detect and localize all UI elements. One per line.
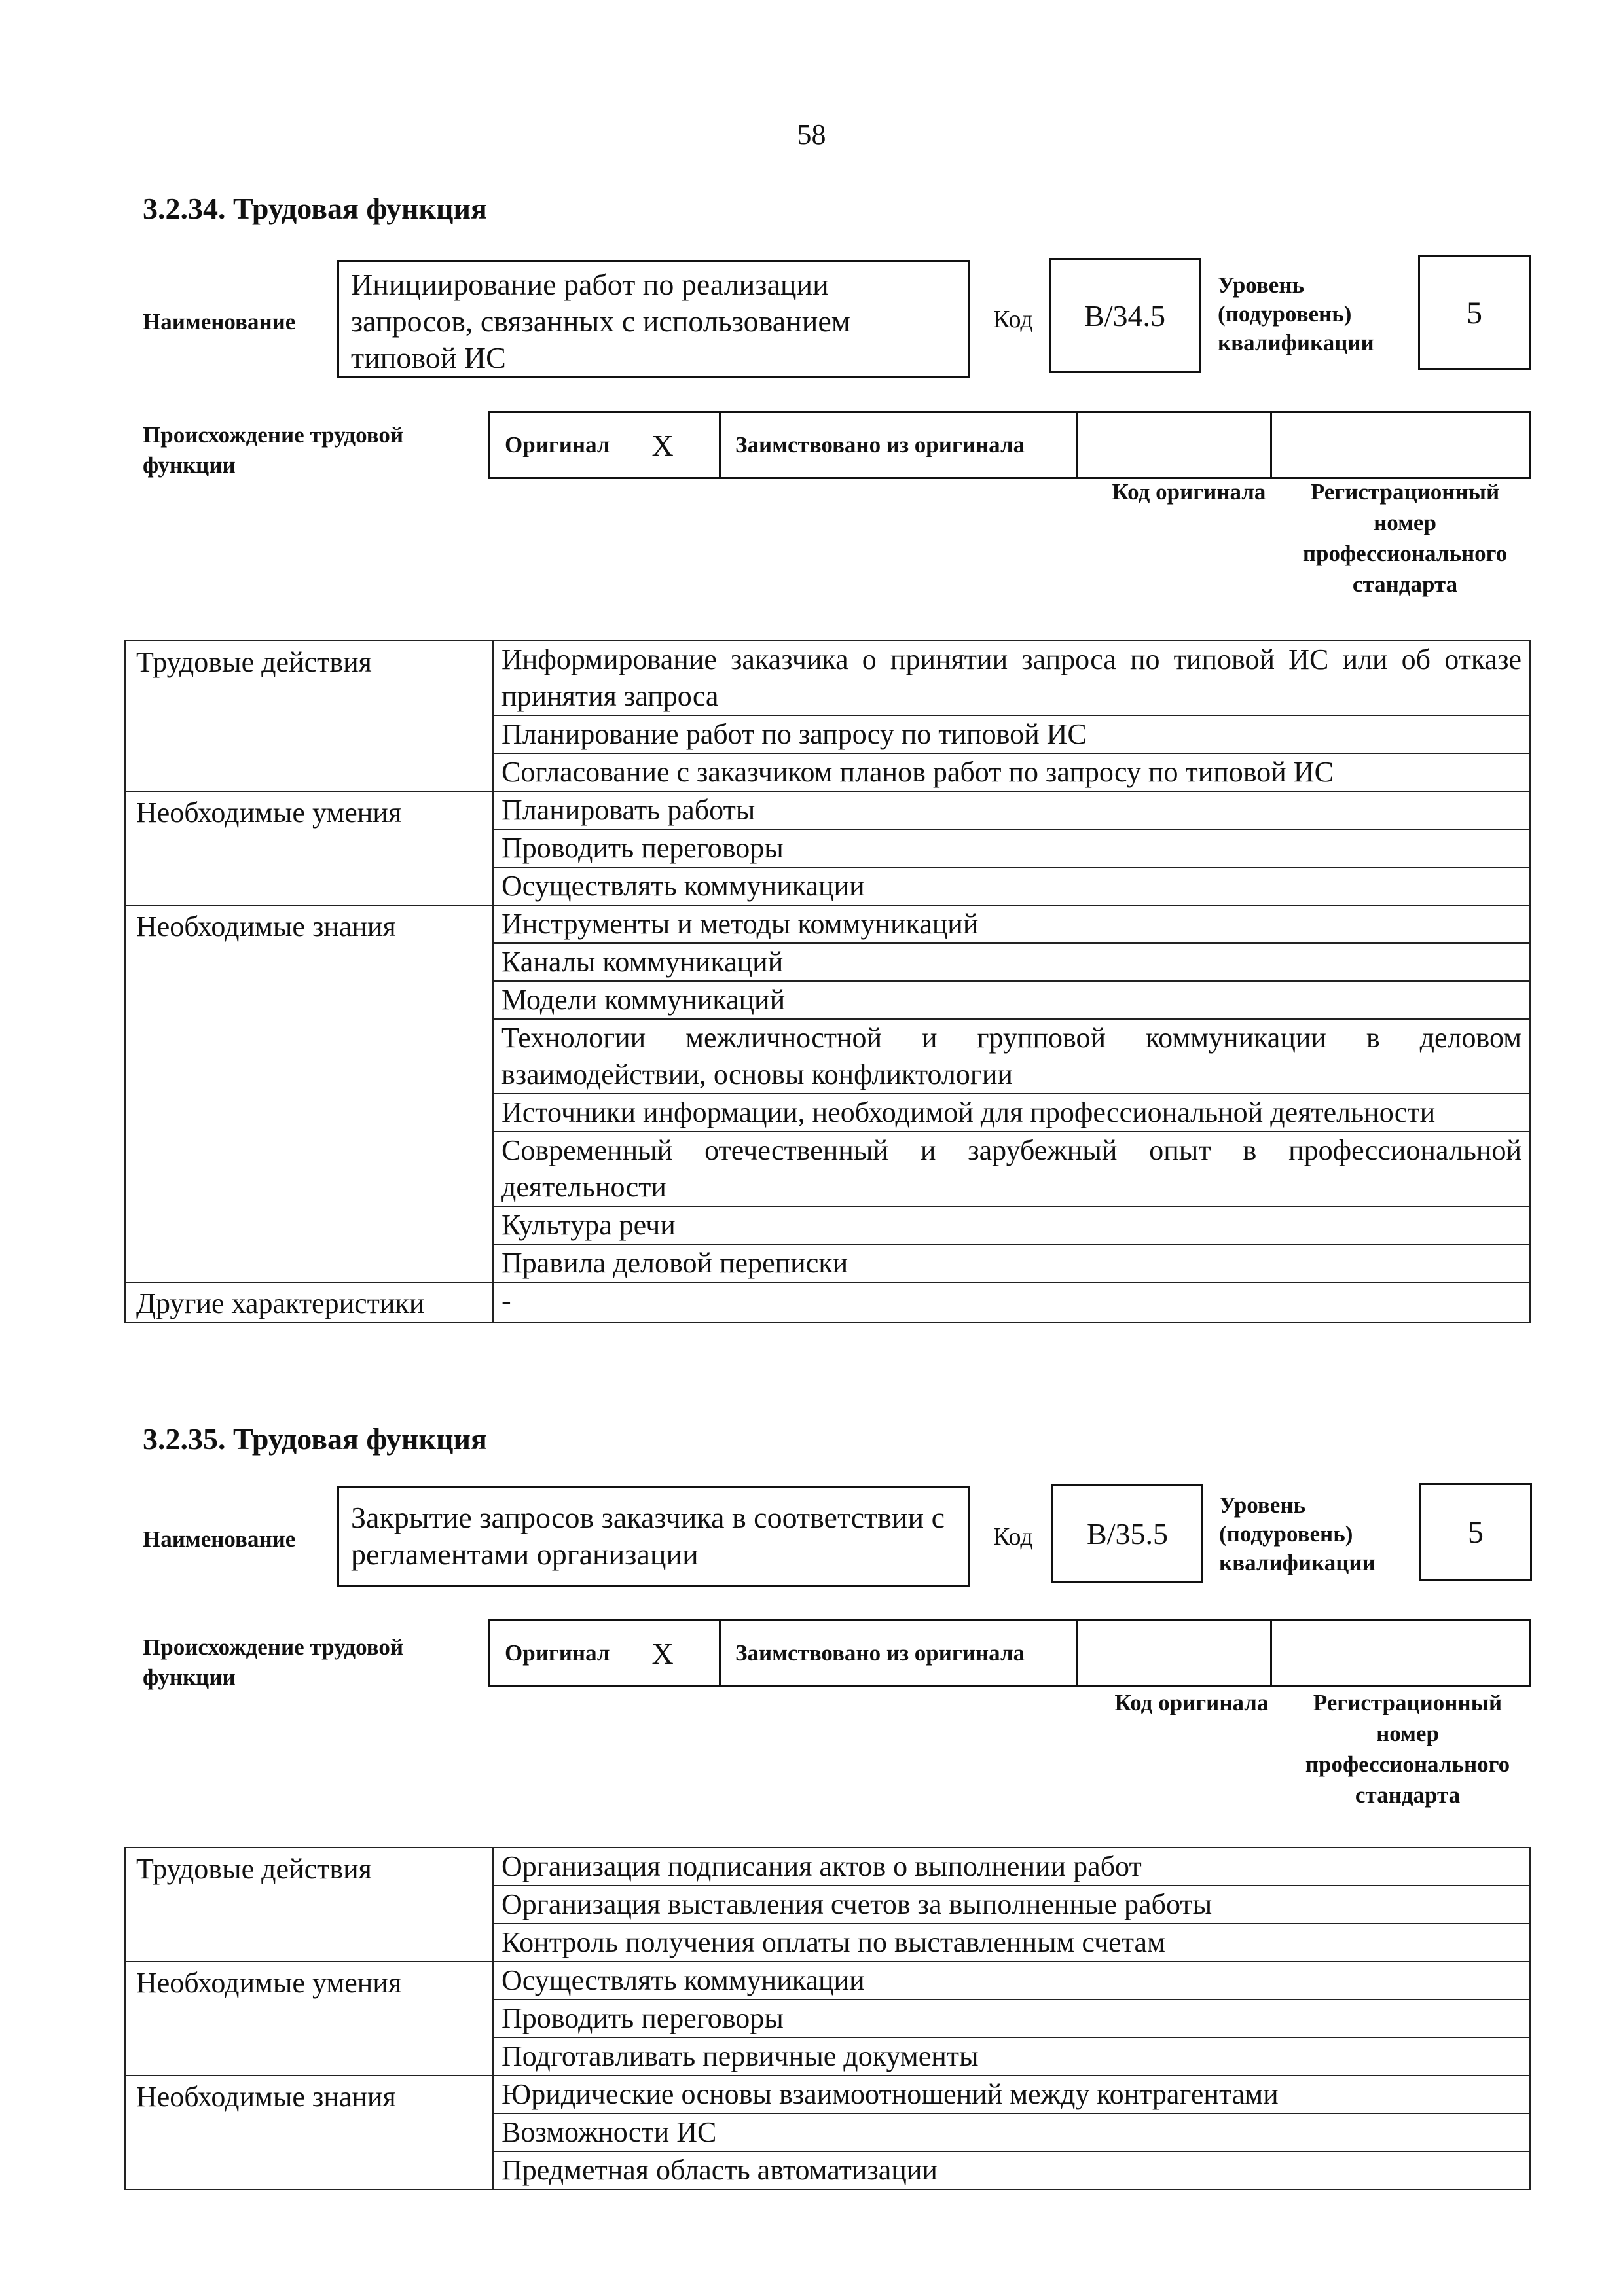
table-cell: Проводить переговоры: [493, 2000, 1530, 2037]
original-code-caption: Код оригинала: [1112, 479, 1266, 505]
table-cell: Информирование заказчика о принятии запроса по типовой ИС или об отказе принятия запроса: [493, 641, 1530, 715]
table-cell: Планирование работ по запросу по типовой ИС: [493, 715, 1530, 753]
category-cell: Необходимые умения: [125, 791, 493, 905]
section-title: 3.2.34. Трудовая функция: [143, 192, 487, 225]
qualification-level-label: Уровень (подуровень) квалификации: [1218, 272, 1374, 355]
origin-label: Происхождение трудовой функции: [143, 422, 404, 478]
table-cell: Культура речи: [493, 1206, 1530, 1244]
function-details-table: [124, 640, 1531, 1323]
table-row: [125, 1282, 1530, 1323]
original-code-cell: [1078, 1621, 1272, 1685]
table-cell: Технологии межличностной и групповой коммуникации в деловом взаимодействии, основы конфликтологии: [493, 1019, 1530, 1094]
category-cell: Необходимые знания: [125, 905, 493, 1282]
function-name-box: Инициирование работ по реализации запросов, связанных с использованием типовой ИС: [337, 260, 970, 378]
registration-number-cell: [1272, 1621, 1529, 1685]
table-cell: Организация выставления счетов за выполненные работы: [493, 1886, 1530, 1924]
page-number: 58: [797, 118, 826, 151]
name-label: Наименование: [143, 1526, 296, 1552]
qualification-level-box: 5: [1418, 255, 1531, 370]
table-cell: Современный отечественный и зарубежный опыт в профессиональной деятельности: [493, 1132, 1530, 1206]
code-label: Код: [993, 306, 1033, 333]
original-label: Оригинал: [505, 1640, 610, 1666]
table-row: [125, 1962, 1530, 2000]
table-row: [125, 791, 1530, 829]
table-cell: Проводить переговоры: [493, 829, 1530, 867]
borrowed-label: Заимствовано из оригинала: [735, 1640, 1025, 1666]
table-cell: Согласование с заказчиком планов работ по запросу по типовой ИС: [493, 753, 1530, 791]
table-cell: Юридические основы взаимоотношений между контрагентами: [493, 2075, 1530, 2113]
function-code-box: B/34.5: [1049, 258, 1201, 373]
table-row: [125, 905, 1530, 943]
category-cell: Другие характеристики: [125, 1282, 493, 1323]
registration-number-cell: [1272, 413, 1529, 477]
table-row: [125, 1848, 1530, 1886]
table-cell: Предметная область автоматизации: [493, 2151, 1530, 2189]
original-mark: X: [651, 1636, 674, 1670]
registration-number-caption: Регистрационный номер профессионального стандарта: [1302, 479, 1508, 597]
original-cell: [490, 1621, 721, 1685]
table-cell: Возможности ИС: [493, 2113, 1530, 2151]
table-cell: -: [493, 1282, 1530, 1323]
function-code-box: B/35.5: [1051, 1484, 1203, 1583]
table-row: [125, 2075, 1530, 2113]
code-label: Код: [993, 1523, 1033, 1551]
original-mark: X: [651, 428, 674, 462]
registration-number-caption: Регистрационный номер профессионального стандарта: [1305, 1690, 1510, 1808]
original-code-caption: Код оригинала: [1114, 1690, 1269, 1715]
category-cell: Трудовые действия: [125, 641, 493, 791]
qualification-level-label: Уровень (подуровень) квалификации: [1219, 1492, 1376, 1575]
origin-row: [488, 411, 1531, 479]
borrowed-cell: [721, 413, 1078, 477]
table-cell: Подготавливать первичные документы: [493, 2037, 1530, 2075]
table-cell: Осуществлять коммуникации: [493, 1962, 1530, 2000]
table-cell: Планировать работы: [493, 791, 1530, 829]
table-row: [125, 641, 1530, 715]
function-name-box: Закрытие запросов заказчика в соответствии с регламентами организации: [337, 1486, 970, 1587]
category-cell: Необходимые знания: [125, 2075, 493, 2189]
original-cell: [490, 413, 721, 477]
borrowed-label: Заимствовано из оригинала: [735, 432, 1025, 457]
table-cell: Каналы коммуникаций: [493, 943, 1530, 981]
borrowed-cell: [721, 1621, 1078, 1685]
category-cell: Трудовые действия: [125, 1848, 493, 1962]
table-cell: Осуществлять коммуникации: [493, 867, 1530, 905]
origin-label: Происхождение трудовой функции: [143, 1634, 404, 1690]
table-cell: Модели коммуникаций: [493, 981, 1530, 1019]
original-code-cell: [1078, 413, 1272, 477]
table-cell: Контроль получения оплаты по выставленным счетам: [493, 1924, 1530, 1962]
qualification-level-box: 5: [1419, 1483, 1532, 1581]
name-label: Наименование: [143, 309, 296, 334]
original-label: Оригинал: [505, 432, 610, 457]
section-title: 3.2.35. Трудовая функция: [143, 1422, 487, 1456]
table-cell: Организация подписания актов о выполнении работ: [493, 1848, 1530, 1886]
origin-row: [488, 1619, 1531, 1687]
function-details-table: [124, 1847, 1531, 2190]
table-cell: Правила деловой переписки: [493, 1244, 1530, 1282]
category-cell: Необходимые умения: [125, 1962, 493, 2075]
table-cell: Инструменты и методы коммуникаций: [493, 905, 1530, 943]
table-cell: Источники информации, необходимой для профессиональной деятельности: [493, 1094, 1530, 1132]
